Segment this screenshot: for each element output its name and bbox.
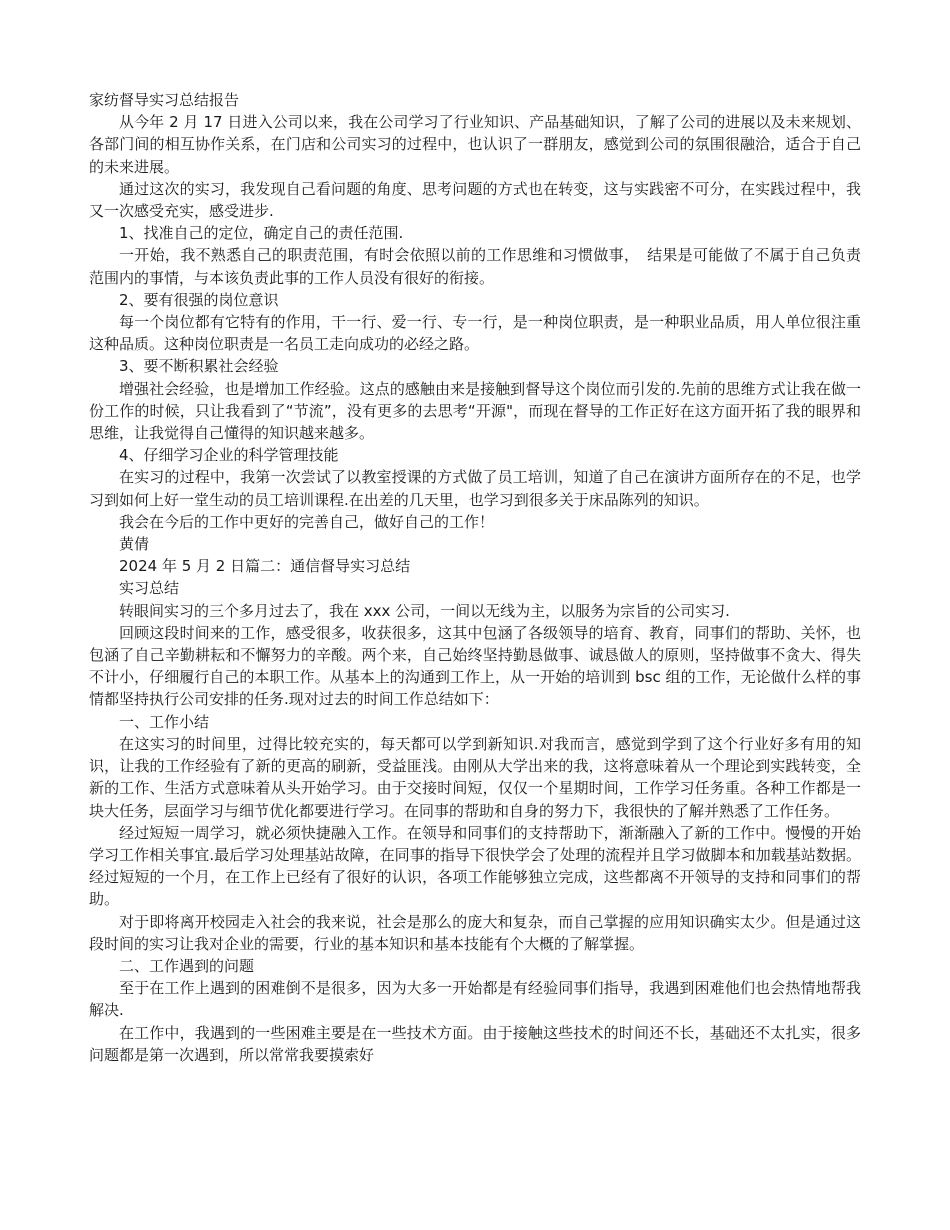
paragraph: 我会在今后的工作中更好的完善自己，做好自己的工作！ — [119, 512, 495, 531]
section-heading: 二、工作遇到的问题 — [119, 956, 255, 975]
document-title: 家纺督导实习总结报告 — [89, 91, 240, 109]
paragraph: 通过这次的实习，我发现自己看问题的角度、思考问题的方式也在转变，这与实践密不可分，在实践过程中，我又一次感受充实，感受进步. — [89, 179, 861, 221]
section-heading: 2、要有很强的岗位意识 — [119, 290, 279, 309]
section-heading: 1、找准自己的定位，确定自己的责任范围. — [119, 224, 404, 243]
paragraph: 至于在工作上遇到的困难倒不是很多，因为大多一开始都是有经验同事们指导，我遇到困难他们也会热情地帮我解决. — [89, 979, 861, 1020]
paragraph: 在工作中，我遇到的一些困难主要是在一些技术方面。由于接触这些技术的时间还不长，基础还不太扎实，很多问题都是第一次遇到，所以常常我要摸索好 — [89, 1023, 861, 1064]
paragraph: 增强社会经验，也是增加工作经验。这点的感触由来是接触到督导这个岗位而引发的.先前的思维方式让我在做一份工作的时候，只让我看到了“节流”，没有更多的去思考“开源"，而现在督导的工作正好在这方面开拓了我的眼界和思维，让我觉得自己懂得的知识越来越多。 — [89, 379, 861, 443]
section-heading: 3、要不断积累社会经验 — [119, 357, 279, 376]
author-name: 黄倩 — [119, 535, 150, 554]
paragraph: 在这实习的时间里，过得比较充实的，每天都可以学到新知识.对我而言，感觉到学到了这个行业好多有用的知识，让我的工作经验有了新的更高的刷新，受益匪浅。由刚从大学出来的我，这将意味着从一个理论到实践转变，全新的工作、生活方式意味着从头开始学习。由于交接时间短，仅仅一个星期时间，工作学习任务重。各种工作都是一块大任务，层面学习与细节优化都要进行学习。在同事的帮助和自身的努力下，我很快的了解并熟悉了工作任务。 — [89, 734, 861, 820]
paragraph: 回顾这段时间来的工作，感受很多，收获很多，这其中包涵了各级领导的培育、教育，同事们的帮助、关怀，也包涵了自己辛勤耕耘和不懈努力的辛酸。两个来，自己始终坚持勤恳做事、诚恳做人的原则，坚持做事不贪大、得失不计小，仔细履行自己的本职工作。从基本上的沟通到工作上，从一开始的培训到 bsc 组的工作，无论做什么样的事情都坚持执行公司安排的任务.现对过去的时间工作总结如下： — [89, 623, 861, 709]
paragraph: 每一个岗位都有它特有的作用，干一行、爱一行、专一行，是一种岗位职责，是一种职业品质，用人单位很注重这种品质。这种岗位职责是一名员工走向成功的必经之路。 — [89, 313, 861, 354]
section-heading: 4、仔细学习企业的科学管理技能 — [119, 446, 339, 465]
section-heading: 一、工作小结 — [119, 712, 210, 731]
paragraph: 对于即将离开校园走入社会的我来说，社会是那么的庞大和复杂，而自己掌握的应用知识确实太少。但是通过这段时间的实习让我对企业的需要，行业的基本知识和基本技能有个大概的了解掌握。 — [89, 912, 861, 953]
paragraph: 从今年 2 月 17 日进入公司以来，我在公司学习了行业知识、产品基础知识，了解了公司的进展以及未来规划、各部门间的相互协作关系，在门店和公司实习的过程中，也认识了一群朋友，感觉到公司的氛围很融洽，适合于自己的未来进展。 — [89, 113, 861, 176]
date-line: 2024 年 5 月 2 日篇二：通信督导实习总结 — [119, 557, 411, 576]
subtitle: 实习总结 — [119, 579, 180, 598]
document-page — [89, 89, 861, 1066]
paragraph: 一开始，我不熟悉自己的职责范围，有时会依照以前的工作思维和习惯做事， 结果是可能做了不属于自己负责范围内的事情，与本该负责此事的工作人员没有很好的衔接。 — [89, 246, 861, 287]
paragraph: 转眼间实习的三个多月过去了，我在 xxx 公司，一间以无线为主，以服务为宗旨的公司实习. — [119, 601, 730, 620]
paragraph: 在实习的过程中，我第一次尝试了以教室授课的方式做了员工培训，知道了自己在演讲方面所存在的不足，也学习到如何上好一堂生动的员工培训课程.在出差的几天里，也学习到很多关于床品陈列的知识。 — [89, 468, 861, 509]
paragraph: 经过短短一周学习，就必须快捷融入工作。在领导和同事们的支持帮助下，渐渐融入了新的工作中。慢慢的开始学习工作相关事宜.最后学习处理基站故障，在同事的指导下很快学会了处理的流程并且学习做脚本和加载基站数据。经过短短的一个月，在工作上已经有了很好的认识，各项工作能够独立完成，这些都离不开领导的支持和同事们的帮助。 — [89, 823, 861, 909]
